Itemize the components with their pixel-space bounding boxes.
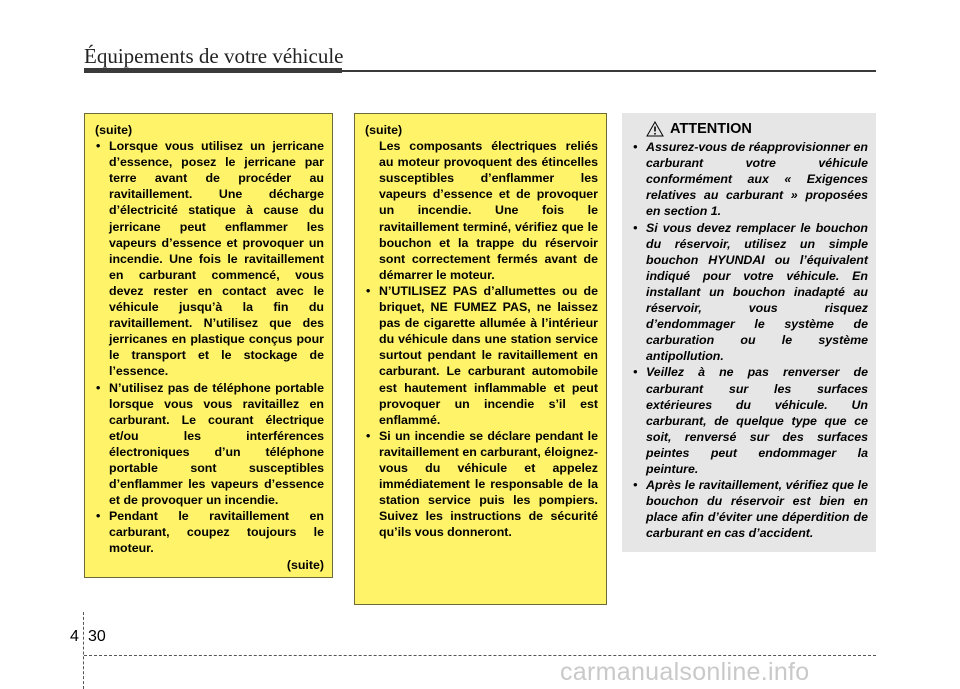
header-rule-thin bbox=[342, 70, 876, 72]
caution-heading bbox=[646, 121, 868, 137]
header-rule-thick bbox=[84, 68, 342, 73]
list-item: • Après le ravitaillement, vérifiez que le bouchon du réservoir est bien en place afin d’éviter une déperdition de carburant en cas d’accident. bbox=[633, 478, 868, 541]
bullet-icon: • bbox=[633, 478, 638, 493]
intro-paragraph: Les composants électriques reliés au moteur provoquent des étincelles susceptibles d’enflammer les vapeurs d’essence et de provoquer un incendie. Une fois le ravitaillement terminé, vérifiez que le bouchon et la trappe du réservoir sont correctement fermés avant de démarrer le moteur. bbox=[379, 139, 598, 282]
warning-box-middle bbox=[354, 113, 607, 605]
caution-box-right bbox=[622, 113, 876, 552]
watermark-text: carmanualsonline.info bbox=[560, 658, 810, 686]
warning-triangle-icon bbox=[646, 121, 664, 137]
chapter-number: 4 bbox=[70, 628, 79, 645]
list-item: • Assurez-vous de réapprovisionner en carburant votre véhicule conformément aux « Exigences relatives au carburant » proposées en section 1. bbox=[633, 140, 868, 219]
bullet-icon: • bbox=[366, 283, 371, 298]
list-item: • Si vous devez remplacer le bouchon du réservoir, utilisez un simple bouchon HYUNDAI ou l’équivalent indiqué pour votre véhicule. En installant un bouchon inadapté au réservoir, vous risquez d’endommager le système de carburation ou le système antipollution. bbox=[633, 220, 868, 364]
bullet-icon: • bbox=[96, 380, 101, 395]
bullet-icon: • bbox=[633, 365, 638, 380]
page-number: 30 bbox=[88, 628, 106, 645]
suite-label-top: (suite) bbox=[95, 123, 133, 137]
list-item: • Lorsque vous utilisez un jerricane d’essence, posez le jerricane par terre avant de procéder au ravitaillement. Une décharge d’électricité statique à cause du jerricane peut enflammer les vapeurs d’essence et provoquer un incendie. Une fois le ravitaillement en carburant commencé, vous devez rester en contact avec le véhicule jusqu’à la fin du ravitaillement. N’utilisez que des jerricanes en plastique conçus pour le transport et le stockage de l’essence. bbox=[96, 139, 324, 379]
suite-label-bottom: (suite) bbox=[286, 557, 324, 572]
bullet-icon: • bbox=[366, 428, 371, 443]
bullet-icon: • bbox=[96, 509, 101, 524]
footer-dashed-horizontal bbox=[84, 655, 876, 656]
bullet-icon: • bbox=[633, 140, 638, 155]
warning-box-left bbox=[84, 113, 333, 578]
list-item: • N’utilisez pas de téléphone portable lorsque vous vous ravitaillez en carburant. Le courant électrique et/ou les interférences électroniques d’un téléphone portable sont susceptibles d’enflammer les vapeurs d’essence et de provoquer un incendie. bbox=[96, 380, 324, 508]
list-item: • N’UTILISEZ PAS d’allumettes ou de briquet, NE FUMEZ PAS, ne laissez pas de cigarette allumée à l’intérieur du véhicule dans une station service surtout pendant le ravitaillement en carburant. Le carburant automobile est hautement inflammable et peut provoquer un incendie s’il est enflammé. bbox=[366, 283, 598, 427]
bullet-list bbox=[95, 138, 324, 556]
suite-label-top: (suite) bbox=[365, 123, 403, 137]
footer-dashed-vertical bbox=[83, 612, 84, 689]
bullet-icon: • bbox=[96, 139, 101, 154]
bullet-list bbox=[632, 139, 868, 541]
bullet-list bbox=[365, 283, 598, 541]
list-item: • Veillez à ne pas renverser de carburant sur les surfaces extérieures du véhicule. Un carburant, de quelque type que ce soit, renversé sur des surfaces peintes peut endommager la peinture. bbox=[633, 365, 868, 476]
page-header-title: Équipements de votre véhicule bbox=[84, 44, 344, 68]
list-item: • Si un incendie se déclare pendant le ravitaillement en carburant, éloignez-vous du véhicule et appelez immédiatement le responsable de la station service puis les pompiers. Suivez les instructions de sécurité qu’ils vous donneront. bbox=[366, 428, 598, 540]
caution-title: ATTENTION bbox=[670, 121, 752, 137]
bullet-icon: • bbox=[633, 220, 638, 235]
list-item: • Pendant le ravitaillement en carburant, coupez toujours le moteur. bbox=[96, 509, 324, 556]
